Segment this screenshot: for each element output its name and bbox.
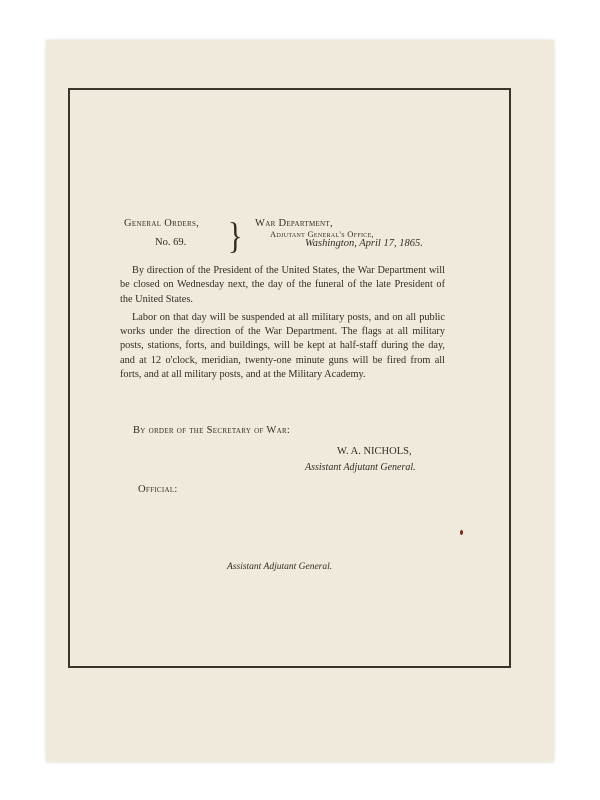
signer-name: W. A. NICHOLS, xyxy=(337,446,412,457)
brace-divider: } xyxy=(228,215,243,257)
general-orders-label: General Orders, xyxy=(124,218,200,229)
body-paragraph-1: By direction of the President of the United States, the War Department will be closed on Wednesday next, the day of the funeral of the late President of the United States. xyxy=(120,265,445,305)
body-paragraph-2: Labor on that day will be suspended at all military posts, and on all public works under the direction of the War Department. The flags at all military posts, stations, forts, and buildings, will be kept at half-staff during the day, and at 12 o'clock, meridian, twenty-one minute guns will be fired from all forts, and at all military posts, and at the Military Academy. xyxy=(120,311,445,381)
place-date: Washington, April 17, 1865. xyxy=(305,238,423,249)
order-body xyxy=(120,264,445,386)
red-ink-spot xyxy=(460,530,463,535)
official-title: Assistant Adjutant General. xyxy=(227,562,333,572)
signer-title: Assistant Adjutant General. xyxy=(305,462,416,473)
department-name: War Department, xyxy=(255,218,333,229)
order-number: No. 69. xyxy=(155,237,187,248)
official-label: Official: xyxy=(138,484,178,495)
office-name: Adjutant General's Office, xyxy=(270,229,374,239)
order-of-secretary: By order of the Secretary of War: xyxy=(133,425,291,436)
